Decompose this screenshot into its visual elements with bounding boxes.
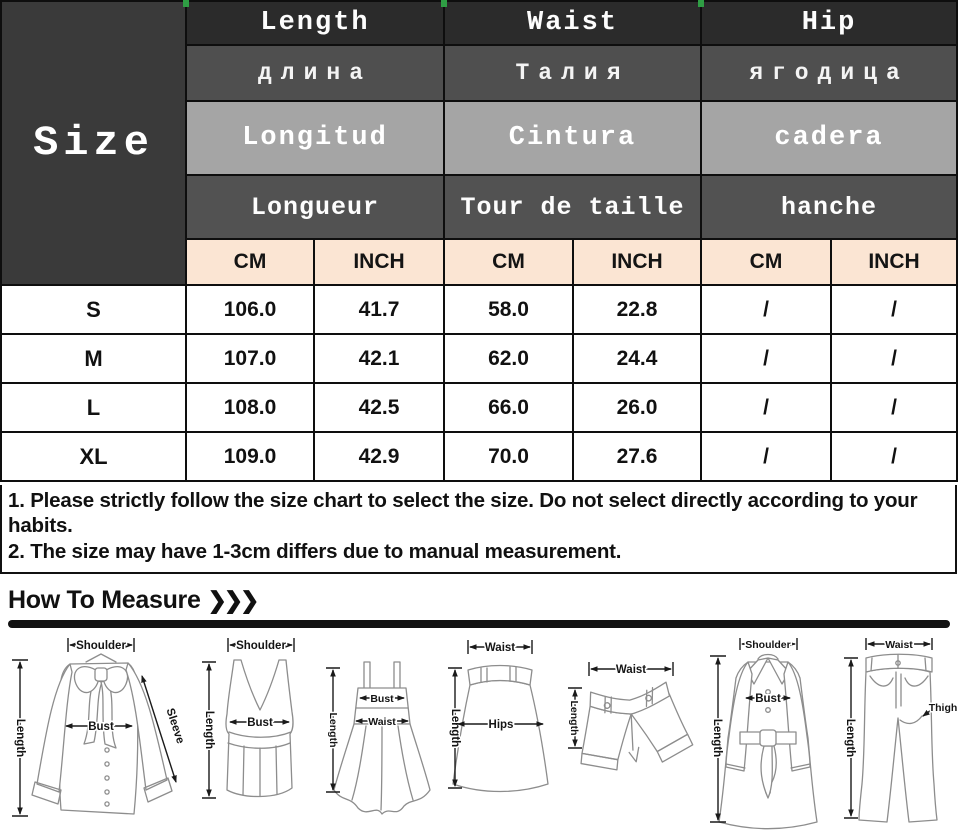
cell-value: 62.0: [444, 334, 573, 383]
label-waist: Waist: [368, 716, 396, 728]
header-hip-ru: ягодица: [701, 45, 957, 101]
chevrons-icon: ❯❯❯: [207, 587, 257, 613]
table-row-s: [1, 285, 957, 334]
cell-value: 42.9: [314, 432, 444, 481]
row-label-s: S: [1, 285, 186, 334]
cell-value: /: [701, 432, 831, 481]
cell-value: 106.0: [186, 285, 314, 334]
cell-value: /: [831, 383, 957, 432]
table-row-l: [1, 383, 957, 432]
label-thigh: Thigh: [928, 702, 958, 714]
label-bust: Bust: [88, 721, 114, 733]
header-hip-en: Hip: [701, 1, 957, 45]
row-label-xl: XL: [1, 432, 186, 481]
figure-pants: [838, 632, 958, 835]
unit-length-inch: INCH: [314, 239, 444, 285]
cell-value: 22.8: [573, 285, 701, 334]
header-hip-es: cadera: [701, 101, 957, 175]
cell-value: 66.0: [444, 383, 573, 432]
label-shoulder: Shoulder: [236, 640, 286, 652]
table-row-xl: [1, 432, 957, 481]
artifact-green-mark: [441, 0, 447, 7]
label-shoulder: Shoulder: [745, 639, 791, 651]
label-waist: Waist: [484, 642, 516, 654]
label-waist: Waist: [885, 639, 913, 651]
cell-value: /: [701, 334, 831, 383]
figure-shorts: [562, 632, 702, 835]
cell-value: 107.0: [186, 334, 314, 383]
cell-value: /: [701, 383, 831, 432]
how-to-measure-heading: [8, 586, 256, 615]
row-label-m: M: [1, 334, 186, 383]
label-length: Length: [203, 710, 215, 750]
cell-value: 42.1: [314, 334, 444, 383]
cell-value: 27.6: [573, 432, 701, 481]
note-line-1: 1. Please strictly follow the size chart to select the size. Do not select directly according to your habits.: [8, 489, 918, 538]
artifact-green-mark: [183, 0, 189, 7]
unit-length-cm: CM: [186, 239, 314, 285]
unit-waist-inch: INCH: [573, 239, 701, 285]
figure-blouse: [4, 632, 196, 835]
unit-hip-cm: CM: [701, 239, 831, 285]
note-line-2: 2. The size may have 1-3cm differs due to manual measurement.: [8, 539, 622, 563]
measure-figures: [0, 632, 960, 837]
cell-value: 109.0: [186, 432, 314, 481]
cell-value: /: [831, 285, 957, 334]
cell-value: 42.5: [314, 383, 444, 432]
figure-tank-top: [198, 632, 322, 835]
header-waist-ru: Талия: [444, 45, 701, 101]
cell-value: 24.4: [573, 334, 701, 383]
unit-waist-cm: CM: [444, 239, 573, 285]
label-length: Length: [449, 708, 461, 748]
label-hips: Hips: [488, 719, 514, 731]
cell-value: 26.0: [573, 383, 701, 432]
cell-value: /: [701, 285, 831, 334]
header-row-english: [1, 1, 957, 45]
size-corner-cell: Size: [1, 1, 186, 285]
label-length: Length: [844, 718, 856, 758]
label-bust: Bust: [755, 693, 781, 705]
cell-value: 41.7: [314, 285, 444, 334]
divider-bar: [8, 620, 950, 628]
cell-value: /: [831, 432, 957, 481]
unit-hip-inch: INCH: [831, 239, 957, 285]
label-length: Length: [327, 712, 339, 748]
how-to-measure-title: How To Measure: [8, 586, 201, 614]
table-row-m: [1, 334, 957, 383]
header-length-ru: длина: [186, 45, 444, 101]
label-waist: Waist: [615, 664, 647, 676]
cell-value: 108.0: [186, 383, 314, 432]
header-waist-en: Waist: [444, 1, 701, 45]
figure-skirt: [444, 632, 558, 835]
label-length: Length: [711, 718, 723, 758]
label-sleeve: Sleeve: [163, 706, 187, 746]
label-bust: Bust: [247, 717, 273, 729]
header-length-fr: Longueur: [186, 175, 444, 239]
notes-box: [0, 485, 957, 574]
label-bust: Bust: [370, 693, 394, 705]
row-label-l: L: [1, 383, 186, 432]
cell-value: /: [831, 334, 957, 383]
cell-value: 70.0: [444, 432, 573, 481]
header-waist-fr: Tour de taille: [444, 175, 701, 239]
header-length-en: Length: [186, 1, 444, 45]
figure-coat: [700, 632, 836, 835]
header-waist-es: Cintura: [444, 101, 701, 175]
figure-cami-dress: [322, 632, 442, 835]
cell-value: 58.0: [444, 285, 573, 334]
label-length: Length: [14, 718, 26, 758]
label-shoulder: Shoulder: [76, 640, 126, 652]
header-hip-fr: hanche: [701, 175, 957, 239]
label-length: Length: [568, 700, 580, 736]
artifact-green-mark: [698, 0, 704, 7]
header-length-es: Longitud: [186, 101, 444, 175]
